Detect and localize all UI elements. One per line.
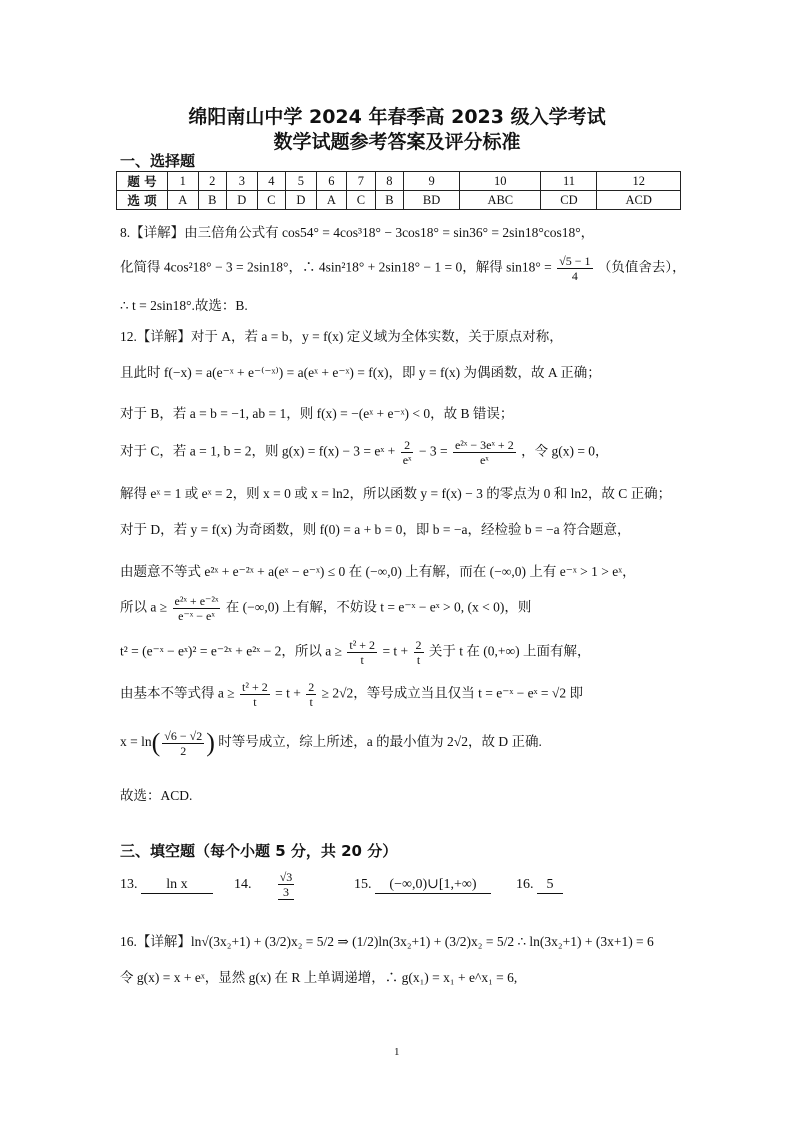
answer-cell: BD	[404, 191, 460, 210]
fill-13-answer: ln x	[141, 877, 213, 894]
answer-cell: B	[375, 191, 403, 210]
fill-13-number: 13.	[120, 877, 138, 893]
question-number: 10	[460, 172, 541, 191]
fill-14-answer	[255, 870, 317, 900]
fill-15-number: 15.	[354, 877, 372, 893]
q12-line-4-text-c: ，令 g(x) = 0，	[521, 443, 609, 459]
question-number: 8	[375, 172, 403, 191]
answer-table-row-answers	[117, 191, 681, 210]
q12-line-5: 解得 eˣ = 1 或 eˣ = 2，则 x = 0 或 x = ln2，所以函数 y = f(x) − 3 的零点为 0 和 ln2，故 C 正确；	[120, 486, 672, 501]
q8-line-2	[120, 254, 686, 283]
section-heading-choice: 一、选择题	[120, 152, 196, 170]
question-number: 6	[316, 172, 347, 191]
question-number: 5	[286, 172, 317, 191]
q12-line-9-text-a: t² = (e⁻ˣ − eˣ)² = e⁻²ˣ + e²ˣ − 2，所以 a ≥	[120, 643, 342, 659]
fraction	[162, 729, 204, 758]
fraction-numerator: t² + 2	[242, 680, 268, 694]
fraction-denominator: 4	[571, 269, 578, 283]
q12-line-8-text-a: 所以 a ≥	[120, 599, 168, 615]
fraction	[453, 438, 516, 467]
question-number: 12	[597, 172, 681, 191]
q12-line-10-text-a: 由基本不等式得 a ≥	[120, 685, 235, 701]
right-paren: )	[206, 728, 215, 757]
title-line-2: 数学试题参考答案及评分标准	[273, 131, 521, 153]
fill-16-answer: 5	[537, 877, 563, 894]
q12-line-4-text-a: 对于 C，若 a = 1, b = 2，则 g(x) = f(x) − 3 = eˣ +	[120, 443, 396, 459]
page-number: 1	[394, 1046, 400, 1058]
question-number: 3	[227, 172, 258, 191]
question-number: 9	[404, 172, 460, 191]
q12-line-1: 12.【详解】对于 A，若 a = b，y = f(x) 定义域为全体实数，关于原点对称，	[120, 329, 563, 344]
answer-cell: ACD	[597, 191, 681, 210]
question-number: 1	[168, 172, 199, 191]
fraction-numerator: e²ˣ − 3eˣ + 2	[454, 438, 514, 452]
fraction	[557, 254, 592, 283]
answer-table	[116, 171, 681, 210]
answer-cell: ABC	[460, 191, 541, 210]
q8-line-1: 8.【详解】由三倍角公式有 cos54° = 4cos³18° − 3cos18° = sin36° = 2sin18°cos18°，	[120, 225, 595, 240]
q12-line-9-text-b: = t +	[382, 643, 409, 659]
fraction-numerator: 2	[415, 638, 422, 652]
q12-line-6: 对于 D，若 y = f(x) 为奇函数，则 f(0) = a + b = 0，即 b = −a，经检验 b = −a 符合题意，	[120, 522, 631, 537]
fill-answers	[120, 870, 563, 900]
q12-line-9	[120, 638, 591, 667]
q12-line-10-text-c: ≥ 2√2，等号成立当且仅当 t = e⁻ˣ − eˣ = √2 即	[321, 685, 583, 701]
answer-cell: A	[316, 191, 347, 210]
fraction	[306, 680, 316, 709]
fraction-numerator: √6 − √2	[164, 728, 203, 743]
fraction-numerator: 2	[401, 438, 414, 453]
question-number: 11	[541, 172, 597, 191]
fraction-denominator: t	[360, 653, 364, 667]
question-number: 7	[347, 172, 375, 191]
fraction-denominator: e⁻ˣ − eˣ	[178, 609, 215, 623]
title-line-1: 绵阳南山中学 2024 年春季高 2023 级入学考试	[188, 106, 606, 128]
fraction-numerator: t² + 2	[349, 638, 376, 652]
question-number: 2	[198, 172, 226, 191]
q16-line-2: 令 g(x) = x + eˣ，显然 g(x) 在 R 上单调递增，∴ g(x₁) = x₁ + e^x₁ = 6,	[120, 970, 518, 985]
fraction-numerator: √5 − 1	[559, 254, 591, 268]
q8-line-2-text: 化简得 4cos²18° − 3 = 2sin18°，∴ 4sin²18° + 2sin18° − 1 = 0，解得 sin18° =	[120, 259, 552, 275]
fraction-denominator: t	[309, 695, 313, 709]
fraction	[240, 680, 270, 709]
q12-line-7: 由题意不等式 e²ˣ + e⁻²ˣ + a(eˣ − e⁻ˣ) ≤ 0 在 (−∞,0) 上有解，而在 (−∞,0) 上有 e⁻ˣ > 1 > eˣ，	[120, 564, 636, 579]
fraction-denominator: eˣ	[402, 453, 412, 467]
answer-cell: CD	[541, 191, 597, 210]
fill-14-number: 14.	[234, 877, 252, 893]
answer-cell: C	[257, 191, 285, 210]
fraction-denominator: 2	[180, 743, 187, 758]
q12-line-4-text-b: − 3 =	[418, 443, 448, 459]
fraction-numerator: √3	[279, 870, 293, 884]
q12-line-10	[120, 680, 583, 709]
answer-cell: B	[198, 191, 226, 210]
section-heading-fill: 三、填空题（每个小题 5 分，共 20 分）	[120, 842, 398, 860]
answer-cell: A	[168, 191, 199, 210]
fraction	[173, 594, 221, 623]
q12-line-10-text-b: = t +	[275, 685, 301, 701]
question-number: 4	[257, 172, 285, 191]
row-header-number: 题 号	[117, 172, 168, 191]
fill-16-number: 16.	[516, 877, 534, 893]
q12-line-11	[120, 728, 542, 758]
fraction-numerator: 2	[308, 680, 315, 694]
q12-line-12: 故选：ACD.	[120, 788, 193, 803]
fraction	[347, 638, 377, 667]
q12-line-11-text-b: 时等号成立，综上所述，a 的最小值为 2√2，故 D 正确.	[218, 734, 542, 750]
fraction-denominator: eˣ	[479, 453, 489, 467]
q12-line-8	[120, 594, 531, 623]
answer-table-row-numbers	[117, 172, 681, 191]
fraction	[414, 638, 424, 667]
answer-cell: D	[286, 191, 317, 210]
left-paren: (	[151, 728, 161, 757]
row-header-answer: 选 项	[117, 191, 168, 210]
fraction-denominator: t	[253, 695, 257, 709]
fraction-denominator: 3	[278, 885, 295, 900]
fraction-numerator: e²ˣ + e⁻²ˣ	[174, 594, 219, 608]
fraction	[401, 438, 414, 467]
answer-cell: C	[347, 191, 375, 210]
q12-line-8-text-b: 在 (−∞,0) 上有解，不妨设 t = e⁻ˣ − eˣ > 0, (x < 0)，则	[225, 599, 532, 615]
fraction	[278, 870, 295, 900]
q12-line-4	[120, 438, 609, 467]
q12-line-3: 对于 B，若 a = b = −1, ab = 1，则 f(x) = −(eˣ + e⁻ˣ) < 0，故 B 错误；	[120, 406, 514, 421]
q16-line-1: 16.【详解】ln√(3x₂+1) + (3/2)x₂ = 5/2 ⇒ (1/2)ln(3x₂+1) + (3/2)x₂ = 5/2 ∴ ln(3x₂+1) + (3x+1) = 6	[120, 934, 654, 949]
fill-15-answer: (−∞,0)∪[1,+∞)	[375, 876, 491, 894]
q8-line-2-note: （负值舍去），	[597, 259, 686, 275]
q8-line-3: ∴ t = 2sin18°.故选：B.	[120, 298, 248, 313]
fraction-denominator: t	[416, 653, 421, 667]
answer-cell: D	[227, 191, 258, 210]
q12-line-2: 且此时 f(−x) = a(e⁻ˣ + e⁻⁽⁻ˣ⁾) = a(eˣ + e⁻ˣ) = f(x)，即 y = f(x) 为偶函数，故 A 正确；	[120, 365, 601, 380]
q12-line-11-text-a: x = ln	[120, 734, 152, 750]
q12-line-9-text-c: 关于 t 在 (0,+∞) 上面有解，	[428, 643, 591, 659]
